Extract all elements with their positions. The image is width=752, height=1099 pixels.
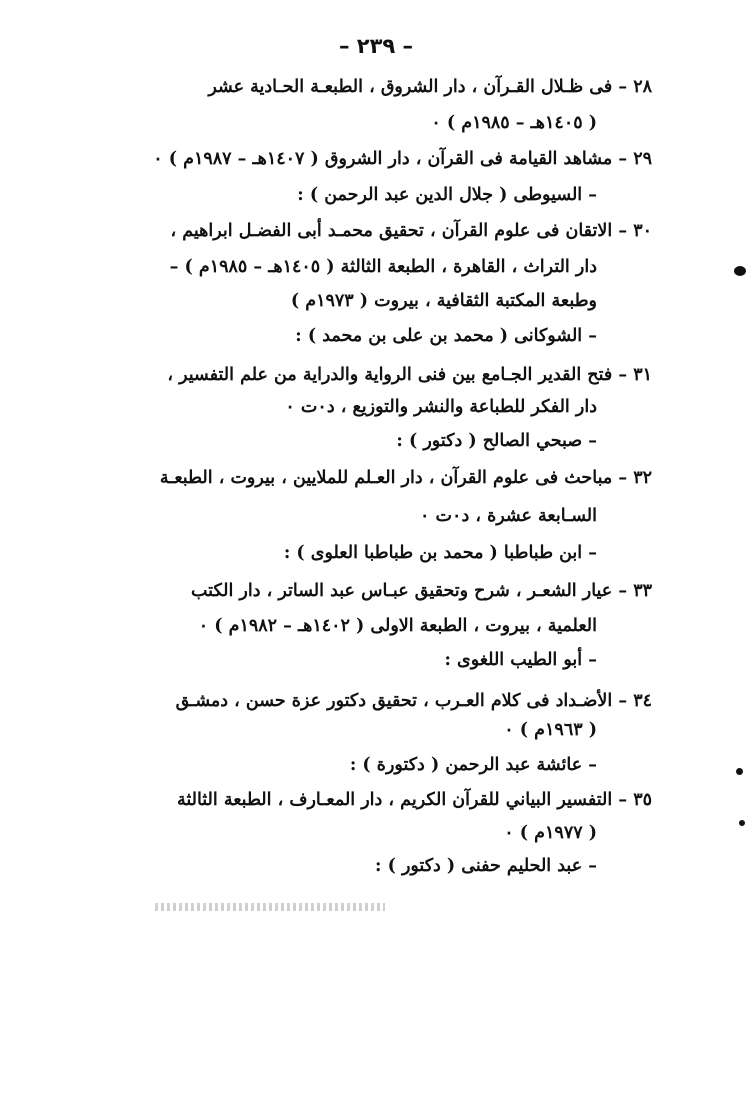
author-heading-subhi: – صبحي الصالح ( دكتور ) :	[396, 431, 597, 451]
entry-32-line-2: السـابعة عشرة ، د٠ت ٠	[420, 506, 597, 526]
entry-31-line-1: ٣١ – فتح القدير الجـامع بين فنى الرواية والدراية من علم التفسير ،	[167, 365, 652, 385]
entry-34-line-2: ( ١٩٦٣م ) ٠	[504, 720, 597, 740]
scan-artifact	[155, 903, 385, 911]
author-heading-ibn-tabataba: – ابن طباطبا ( محمد بن طباطبا العلوى ) :	[283, 543, 597, 563]
ink-blot	[739, 820, 745, 826]
entry-29-line-1: ٢٩ – مشاهد القيامة فى القرآن ، دار الشروق ( ١٤٠٧هـ – ١٩٨٧م ) ٠	[153, 149, 652, 169]
entry-30-line-2: دار التراث ، القاهرة ، الطبعة الثالثة ( ١٤٠٥هـ – ١٩٨٥م ) –	[169, 257, 597, 277]
author-heading-hifni: – عبد الحليم حفنى ( دكتور ) :	[375, 856, 597, 876]
entry-35-line-1: ٣٥ – التفسير البياني للقرآن الكريم ، دار المعـارف ، الطبعة الثالثة	[176, 790, 652, 810]
author-heading-shawkani: – الشوكانى ( محمد بن على بن محمد ) :	[295, 326, 597, 346]
entry-33-line-2: العلمية ، بيروت ، الطبعة الاولى ( ١٤٠٢هـ – ١٩٨٢م ) ٠	[198, 616, 597, 636]
entry-35-line-2: ( ١٩٧٧م ) ٠	[504, 823, 597, 843]
entry-34-line-1: ٣٤ – الأضـداد فى كلام العـرب ، تحقيق دكتور عزة حسن ، دمشـق	[175, 691, 652, 711]
ink-blot	[734, 266, 746, 276]
author-heading-aisha: – عائشة عبد الرحمن ( دكتورة ) :	[349, 755, 597, 775]
entry-30-line-3: وطبعة المكتبة الثقافية ، بيروت ( ١٩٧٣م )	[290, 291, 597, 311]
author-heading-suyuti: – السيوطى ( جلال الدين عبد الرحمن ) :	[297, 185, 597, 205]
entry-30-line-1: ٣٠ – الاتقان فى علوم القرآن ، تحقيق محمـد أبى الفضـل ابراهيم ،	[170, 221, 652, 241]
ink-blot	[736, 768, 743, 775]
entry-33-line-1: ٣٣ – عيار الشعـر ، شرح وتحقيق عبـاس عبد الساتر ، دار الكتب	[190, 581, 652, 601]
entry-28-line-1: ٢٨ – فى ظـلال القـرآن ، دار الشروق ، الطبعـة الحـادية عشر	[208, 77, 652, 97]
author-heading-abu-al-tayyib: – أبو الطيب اللغوى :	[444, 650, 597, 670]
page-number: – ٢٣٩ –	[338, 34, 414, 58]
entry-28-line-2: ( ١٤٠٥هـ – ١٩٨٥م ) ٠	[431, 113, 597, 133]
entry-31-line-2: دار الفكر للطباعة والنشر والتوزيع ، د٠ت ٠	[285, 397, 597, 417]
entry-32-line-1: ٣٢ – مباحث فى علوم القرآن ، دار العـلم للملايين ، بيروت ، الطبعـة	[159, 468, 652, 488]
